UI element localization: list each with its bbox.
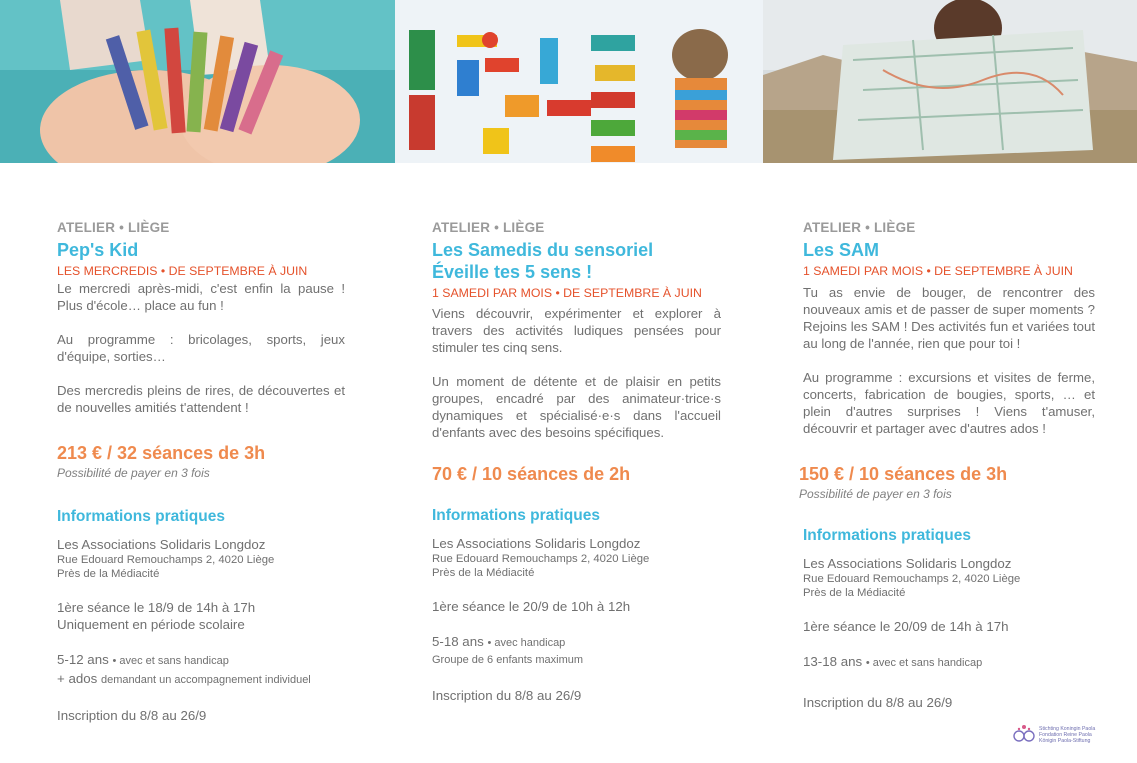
crayons-photo <box>0 0 395 163</box>
map-photo <box>763 0 1137 163</box>
kicker: ATELIER • LIÈGE <box>803 220 916 235</box>
foundation-logo <box>1012 722 1102 746</box>
price: 213 € / 32 séances de 3h <box>57 443 266 463</box>
schedule: 1 SAMEDI PAR MOIS • DE SEPTEMBRE À JUIN <box>803 264 1073 278</box>
logo-text-line: Fondation Reine Paola <box>1039 732 1092 738</box>
extra-prefix: + ados <box>57 671 98 686</box>
first-session: 1ère séance le 18/9 de 14h à 17h <box>57 600 256 615</box>
kicker: ATELIER • LIÈGE <box>57 220 170 235</box>
activity-subtitle: Éveille tes 5 sens ! <box>432 262 593 282</box>
schedule: LES MERCREDIS • DE SEPTEMBRE À JUIN <box>57 264 308 278</box>
extra-note: demandant un accompagnement individuel <box>101 674 311 686</box>
address: Rue Edouard Remouchamps 2, 4020 Liège <box>57 554 275 566</box>
activity-title: Pep's Kid <box>57 240 139 260</box>
schedule: 1 SAMEDI PAR MOIS • DE SEPTEMBRE À JUIN <box>432 286 702 300</box>
description-paragraph: Au programme : excursions et visites de ferme, concerts, fabrication de bougies, sports, … et plein d'autres surprises ! Viens t'amuser, découvrir et partager avec d'autres ados ! <box>803 370 1095 436</box>
description-paragraph: Tu as envie de bouger, de rencontrer des nouveaux amis et de passer de super moments ? Rejoins les SAM ! Des activités fun et variées tout au long de l'année, rien que pour toi ! <box>803 285 1095 351</box>
organization: Les Associations Solidaris Longdoz <box>803 556 1012 571</box>
extra-audience <box>57 670 345 689</box>
activity-title: Les SAM <box>803 240 880 260</box>
age-note: • avec handicap <box>487 637 566 649</box>
column-les-sam <box>799 215 1095 711</box>
registration: Inscription du 8/8 au 26/9 <box>57 708 207 723</box>
age-range <box>432 633 721 652</box>
organization: Les Associations Solidaris Longdoz <box>432 536 641 551</box>
activity-title: Les Samedis du sensoriel <box>432 240 654 260</box>
age-range <box>803 653 1095 672</box>
landmark: Près de la Médiacité <box>432 567 535 579</box>
organization: Les Associations Solidaris Longdoz <box>57 537 266 552</box>
age: 5-18 ans <box>432 634 484 649</box>
info-heading: Informations pratiques <box>432 507 600 524</box>
age: 5-12 ans <box>57 652 109 667</box>
age-range <box>57 651 345 670</box>
price-note: Possibilité de payer en 3 fois <box>799 487 952 501</box>
landmark: Près de la Médiacité <box>803 587 906 599</box>
column-samedis-sensoriel <box>432 215 721 704</box>
info-heading: Informations pratiques <box>57 508 225 525</box>
price-note: Possibilité de payer en 3 fois <box>57 466 210 480</box>
description-paragraph: Le mercredi après-midi, c'est enfin la pause ! Plus d'école… place au fun ! <box>57 281 345 313</box>
price: 150 € / 10 séances de 3h <box>799 464 1008 484</box>
info-heading: Informations pratiques <box>803 527 971 544</box>
description-paragraph: Un moment de détente et de plaisir en petits groupes, encadré par des animateur·trice·s dynamiques et spécialisé·e·s dans l'accueil d'enfants avec des besoins spécifiques. <box>432 374 721 440</box>
description-paragraph: Viens découvrir, expérimenter et explorer à travers des activités ludiques pensées pour stimuler tes cinq sens. <box>432 306 721 355</box>
toys-photo <box>395 0 763 163</box>
crown-icon <box>1012 722 1036 746</box>
group-note: Groupe de 6 enfants maximum <box>432 654 584 666</box>
column-peps-kid <box>57 215 345 724</box>
first-session: 1ère séance le 20/09 de 14h à 17h <box>803 619 1009 634</box>
age: 13-18 ans <box>803 654 863 669</box>
age-note: • avec et sans handicap <box>865 657 983 669</box>
logo-text-line: Stichting Koningin Paola <box>1039 726 1096 732</box>
registration: Inscription du 8/8 au 26/9 <box>803 695 953 710</box>
period-note: Uniquement en période scolaire <box>57 617 245 632</box>
registration: Inscription du 8/8 au 26/9 <box>432 688 582 703</box>
landmark: Près de la Médiacité <box>57 568 160 580</box>
address: Rue Edouard Remouchamps 2, 4020 Liège <box>803 573 1021 585</box>
logo-text-line: Königin Paola-Stiftung <box>1039 738 1091 744</box>
description-paragraph: Au programme : bricolages, sports, jeux d'équipe, sorties… <box>57 332 345 364</box>
age-note: • avec et sans handicap <box>112 655 229 667</box>
description-paragraph: Des mercredis pleins de rires, de découvertes et de nouvelles amitiés t'attendent ! <box>57 383 345 415</box>
price: 70 € / 10 séances de 2h <box>432 464 631 484</box>
first-session: 1ère séance le 20/9 de 10h à 12h <box>432 599 631 614</box>
address: Rue Edouard Remouchamps 2, 4020 Liège <box>432 553 650 565</box>
kicker: ATELIER • LIÈGE <box>432 220 545 235</box>
